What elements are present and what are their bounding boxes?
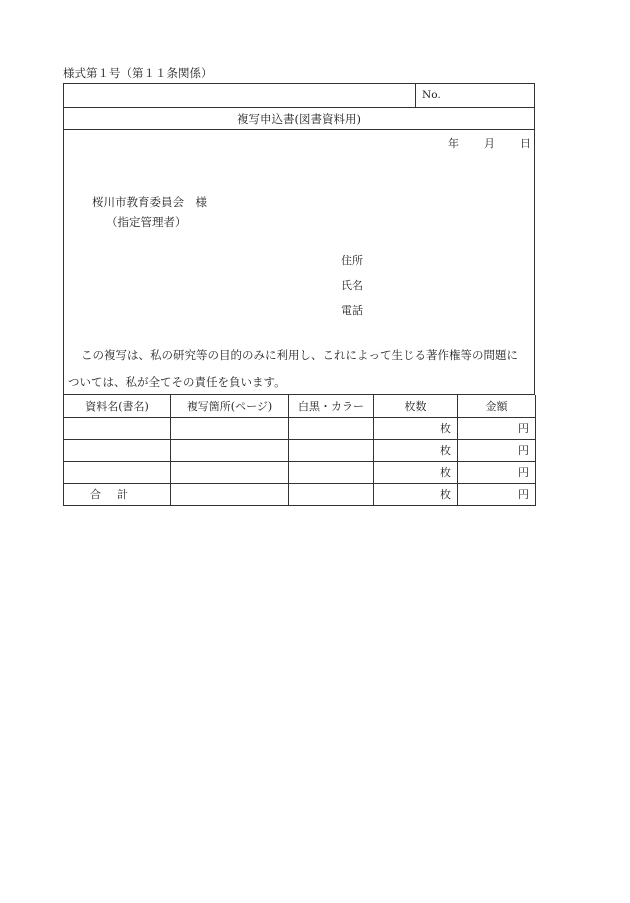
sheets-cell[interactable]: 枚: [374, 417, 458, 439]
addressee: 桜川市教育委員会 様: [92, 195, 207, 209]
total-row: [64, 483, 536, 505]
color-cell[interactable]: [289, 439, 374, 461]
declaration-line-2: ついては、私が全てその責任を負います。: [68, 375, 286, 389]
title-rule: [64, 129, 534, 130]
addressee-note: （指定管理者）: [106, 215, 187, 229]
form-title: 複写申込書(図書資料用): [237, 112, 361, 126]
name-field-label: 氏名: [341, 279, 363, 292]
declaration-line-1: この複写は、私の研究等の目的のみに利用し、これによって生じる著作権等の問題に: [81, 348, 518, 362]
form-number-label: 様式第１号（第１１条関係）: [63, 66, 213, 80]
title-cell[interactable]: [64, 439, 171, 461]
col-header-sheets: 枚数: [374, 395, 458, 417]
total-pages-cell: [171, 483, 289, 505]
col-header-amount: 金額: [458, 395, 536, 417]
address-field-label: 住所: [341, 254, 363, 267]
pages-cell[interactable]: [171, 417, 289, 439]
total-amount-cell[interactable]: 円: [458, 483, 536, 505]
pages-cell[interactable]: [171, 439, 289, 461]
title-cell[interactable]: [64, 417, 171, 439]
amount-cell[interactable]: 円: [458, 417, 536, 439]
phone-field-label: 電話: [341, 304, 363, 317]
sheets-cell[interactable]: 枚: [374, 461, 458, 483]
title-cell[interactable]: [64, 461, 171, 483]
number-field[interactable]: [416, 84, 534, 107]
date-day: 日: [520, 137, 531, 150]
col-header-pages: 複写箇所(ページ): [171, 395, 289, 417]
total-label: 合計: [64, 483, 171, 505]
number-label: No.: [422, 89, 441, 101]
copy-fee-table: [63, 395, 536, 506]
table-header-row: [64, 395, 536, 417]
col-header-title: 資料名(書名): [64, 395, 171, 417]
amount-cell[interactable]: 円: [458, 439, 536, 461]
table-row: [64, 417, 536, 439]
col-header-color: 白黒・カラー: [289, 395, 374, 417]
date-month: 月: [484, 137, 495, 150]
header-rule: [64, 107, 534, 108]
table-row: [64, 461, 536, 483]
pages-cell[interactable]: [171, 461, 289, 483]
total-color-cell: [289, 483, 374, 505]
color-cell[interactable]: [289, 461, 374, 483]
date-year: 年: [448, 137, 459, 150]
document-field[interactable]: [64, 84, 415, 107]
application-form: [63, 83, 535, 395]
table-row: [64, 439, 536, 461]
sheets-cell[interactable]: 枚: [374, 439, 458, 461]
total-sheets-cell[interactable]: 枚: [374, 483, 458, 505]
amount-cell[interactable]: 円: [458, 461, 536, 483]
color-cell[interactable]: [289, 417, 374, 439]
